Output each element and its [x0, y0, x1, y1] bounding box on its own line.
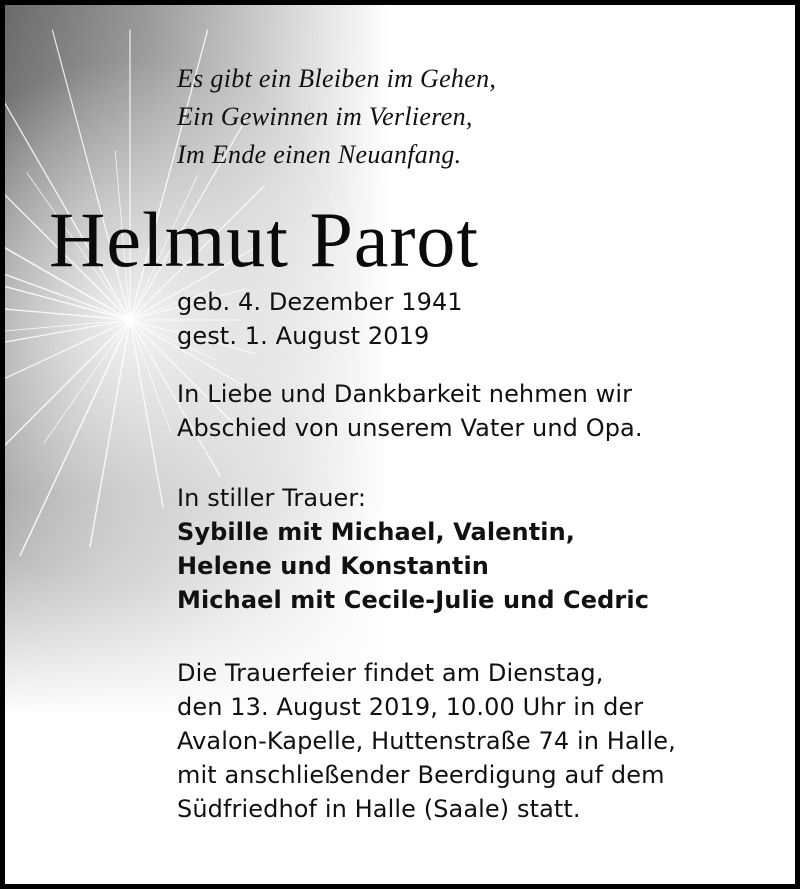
mourner-names-line: Sybille mit Michael, Valentin, — [177, 518, 576, 546]
service-line: den 13. August 2019, 10.00 Uhr in der — [177, 693, 644, 721]
mourner-names-line: Helene und Konstantin — [177, 552, 489, 580]
deceased-name: Helmut Parot — [49, 196, 480, 283]
funeral-service-details — [177, 656, 676, 826]
memorial-quote — [177, 60, 496, 174]
farewell-line: In Liebe und Dankbarkeit nehmen wir — [177, 380, 633, 408]
service-line: Avalon-Kapelle, Huttenstraße 74 in Halle, — [177, 727, 676, 755]
service-line: Die Trauerfeier findet am Dienstag, — [177, 659, 604, 687]
quote-line: Es gibt ein Bleiben im Gehen, — [177, 64, 497, 93]
birth-date: geb. 4. Dezember 1941 — [177, 288, 463, 316]
service-line: Südfriedhof in Halle (Saale) statt. — [177, 795, 581, 823]
life-dates — [177, 285, 463, 353]
mourner-names-line: Michael mit Cecile-Julie und Cedric — [177, 586, 650, 614]
farewell-line: Abschied von unserem Vater und Opa. — [177, 414, 643, 442]
quote-line: Im Ende einen Neuanfang. — [177, 140, 462, 169]
death-date: gest. 1. August 2019 — [177, 322, 430, 350]
quote-line: Ein Gewinnen im Verlieren, — [177, 102, 473, 131]
service-line: mit anschließender Beerdigung auf dem — [177, 761, 665, 789]
mourners-section — [177, 481, 649, 617]
farewell-text — [177, 377, 643, 445]
mourners-heading: In stiller Trauer: — [177, 484, 367, 512]
